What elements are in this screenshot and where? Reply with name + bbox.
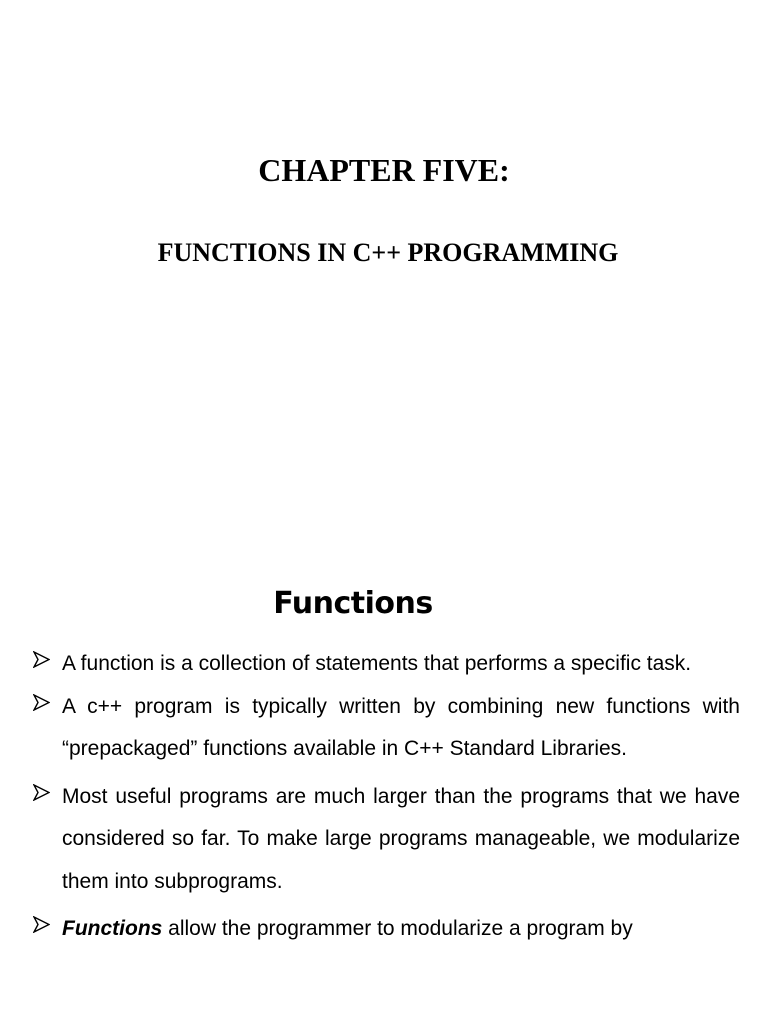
- chapter-subtitle: FUNCTIONS IN C++ PROGRAMMING: [157, 238, 619, 267]
- chapter-title: CHAPTER FIVE:: [258, 152, 510, 188]
- arrow-bullet-icon: [33, 784, 50, 801]
- bullet-text: allow the programmer to modularize a program by: [162, 917, 633, 940]
- bullet-item: [0, 776, 768, 904]
- bullet-list: [0, 643, 768, 951]
- bullet-text: A function is a collection of statements that performs a specific task.: [62, 652, 692, 675]
- bullet-item: [0, 686, 768, 771]
- arrow-bullet-icon: [33, 694, 50, 711]
- bullet-text: Most useful programs are much larger than the programs that we have considered so far. To make large programs manageable, we modularize them into subprograms.: [62, 784, 740, 893]
- bullet-emphasis-text: Functions: [62, 917, 163, 940]
- arrow-bullet-icon: [33, 651, 50, 668]
- arrow-bullet-icon: [33, 916, 50, 933]
- bullet-text: A c++ program is typically written by combining new functions with “prepackaged” functions available in C++ Standard Libraries.: [62, 694, 740, 760]
- bullet-item: [0, 643, 768, 686]
- section-heading: Functions: [273, 586, 433, 621]
- bullet-item: [0, 908, 768, 951]
